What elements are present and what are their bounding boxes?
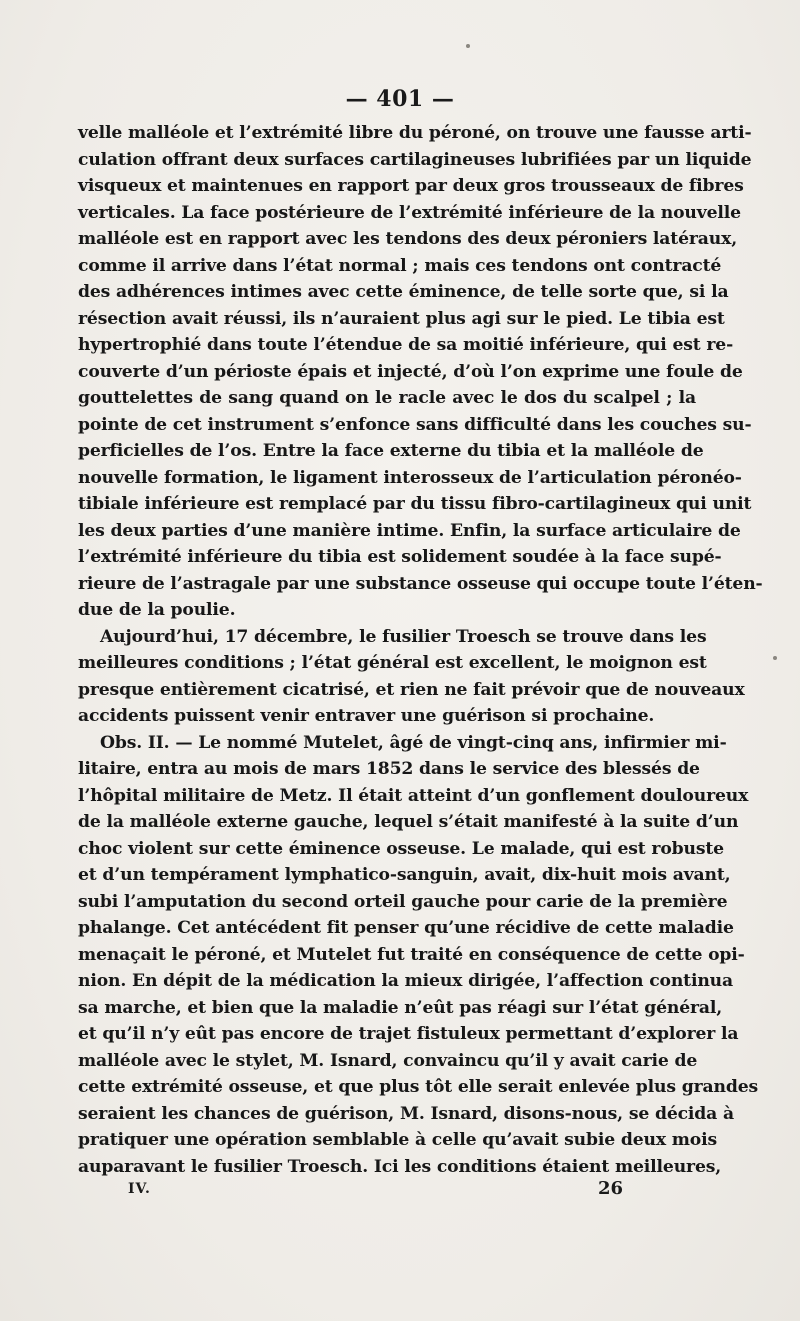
- page-number: — 401 —: [345, 86, 455, 112]
- text-line: Aujourd’hui, 17 décembre, le fusilier Troesch se trouve dans les: [100, 626, 707, 647]
- text-line: seraient les chances de guérison, M. Isnard, disons-nous, se décida à: [78, 1103, 734, 1124]
- text-line: due de la poulie.: [78, 600, 236, 620]
- text-line: culation offrant deux surfaces cartilagineuses lubrifiées par un liquide: [78, 149, 752, 170]
- text-line: menaçait le péroné, et Mutelet fut traité en conséquence de cette opi-: [78, 944, 745, 965]
- text-line: cette extrémité osseuse, et que plus tôt elle serait enlevée plus grandes: [78, 1077, 759, 1097]
- text-line: sa marche, et bien que la maladie n’eût pas réagi sur l’état général,: [78, 997, 723, 1018]
- text-line: litaire, entra au mois de mars 1852 dans le service des blessés de: [78, 759, 700, 779]
- text-line: pointe de cet instrument s’enfonce sans difficulté dans les couches su-: [78, 414, 752, 435]
- body-text: [78, 120, 763, 1180]
- text-line: Obs. II. — Le nommé Mutelet, âgé de vingt-cinq ans, infirmier mi-: [100, 732, 727, 753]
- text-line: presque entièrement cicatrisé, et rien ne fait prévoir que de nouveaux: [78, 679, 745, 700]
- text-line: subi l’amputation du second orteil gauche pour carie de la première: [78, 891, 728, 912]
- text-line: résection avait réussi, ils n’auraient plus agi sur le pied. Le tibia est: [78, 308, 725, 329]
- text-line: pratiquer une opération semblable à celle qu’avait subie deux mois: [78, 1130, 718, 1150]
- text-line: gouttelettes de sang quand on le racle avec le dos du scalpel ; la: [78, 388, 696, 408]
- text-line: hypertrophié dans toute l’étendue de sa moitié inférieure, qui est re-: [78, 335, 734, 355]
- text-line: les deux parties d’une manière intime. Enfin, la surface articulaire de: [78, 520, 741, 541]
- text-line: de la malléole externe gauche, lequel s’était manifesté à la suite d’un: [78, 812, 739, 832]
- text-line: accidents puissent venir entraver une guérison si prochaine.: [78, 706, 655, 726]
- text-line: rieure de l’astragale par une substance osseuse qui occupe toute l’éten-: [78, 573, 763, 594]
- text-line: perficielles de l’os. Entre la face externe du tibia et la malléole de: [78, 441, 704, 461]
- text-line: nouvelle formation, le ligament interosseux de l’articulation péronéo-: [78, 467, 742, 488]
- text-line: verticales. La face postérieure de l’extrémité inférieure de la nouvelle: [78, 202, 741, 223]
- text-line: malléole est en rapport avec les tendons des deux péroniers latéraux,: [78, 229, 738, 249]
- text-line: phalange. Cet antécédent fit penser qu’une récidive de cette maladie: [78, 918, 734, 938]
- paper-speck: [466, 44, 470, 48]
- text-line: des adhérences intimes avec cette éminence, de telle sorte que, si la: [78, 282, 729, 302]
- text-line: l’extrémité inférieure du tibia est solidement soudée à la face supé-: [78, 547, 722, 567]
- text-line: et d’un tempérament lymphatico-sanguin, avait, dix-huit mois avant,: [78, 865, 731, 885]
- text-line: tibiale inférieure est remplacé par du tissu fibro-cartilagineux qui unit: [78, 494, 752, 514]
- text-line: visqueux et maintenues en rapport par deux gros trousseaux de fibres: [78, 176, 744, 196]
- text-line: meilleures conditions ; l’état général est excellent, le moignon est: [78, 653, 707, 673]
- text-line: l’hôpital militaire de Metz. Il était atteint d’un gonflement douloureux: [78, 785, 749, 806]
- text-line: velle malléole et l’extrémité libre du péroné, on trouve une fausse arti-: [78, 123, 752, 143]
- text-line: malléole avec le stylet, M. Isnard, convaincu qu’il y avait carie de: [78, 1050, 698, 1071]
- text-line: choc violent sur cette éminence osseuse. Le malade, qui est robuste: [78, 838, 724, 859]
- text-line: auparavant le fusilier Troesch. Ici les conditions étaient meilleures,: [78, 1156, 722, 1177]
- signature-mark: IV.: [128, 1181, 151, 1197]
- text-line: comme il arrive dans l’état normal ; mais ces tendons ont contracté: [78, 255, 722, 276]
- text-line: couverte d’un périoste épais et injecté, d’où l’on exprime une foule de: [78, 361, 743, 382]
- paper-speck: [773, 656, 777, 660]
- text-line: nion. En dépit de la médication la mieux dirigée, l’affection continua: [78, 971, 734, 991]
- sheet-number: 26: [598, 1178, 624, 1199]
- text-line: et qu’il n’y eût pas encore de trajet fistuleux permettant d’explorer la: [78, 1024, 739, 1044]
